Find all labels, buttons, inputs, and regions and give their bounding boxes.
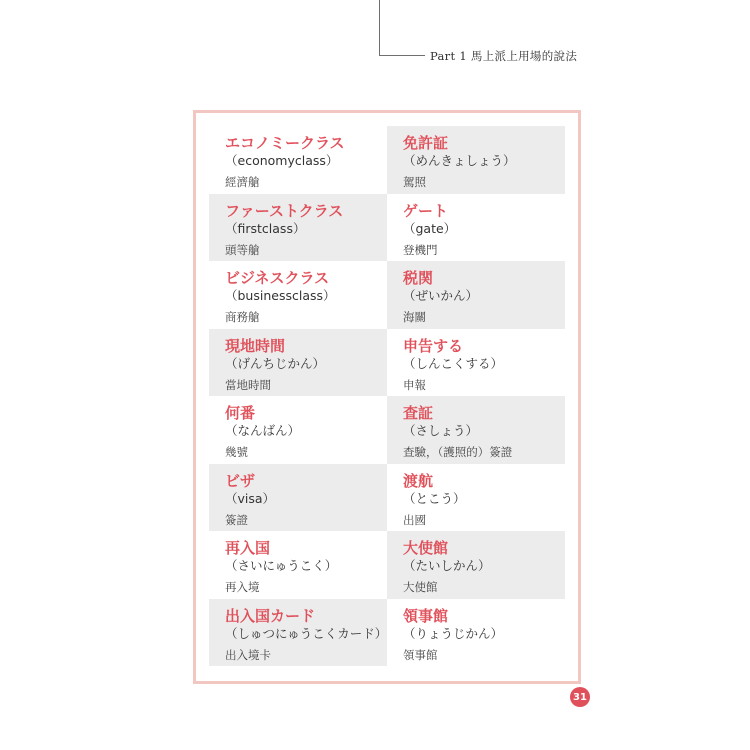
vocab-entry (387, 194, 565, 262)
vocab-term: 現地時間 (225, 336, 286, 355)
vocab-entry (209, 194, 387, 262)
vocab-reading: （さしょう） (403, 423, 479, 438)
vocab-term: 再入国 (225, 539, 271, 557)
vocab-entry (387, 261, 565, 329)
vocab-term: 免許証 (403, 134, 449, 152)
vocab-entry (209, 329, 387, 397)
vocab-entry (209, 261, 387, 329)
vocab-meaning: 當地時間 (225, 377, 271, 392)
vocab-entry (387, 396, 565, 464)
vocab-reading: （さいにゅうこく） (225, 558, 338, 573)
vocab-term: 出入国カード (225, 606, 316, 625)
vocab-reading: （visa） (225, 490, 276, 506)
vocab-reading: （たいしかん） (403, 558, 491, 573)
vocab-meaning: 登機門 (403, 242, 438, 257)
page-number-badge: 31 (570, 687, 590, 707)
vocab-term: ビジネスクラス (225, 269, 330, 287)
vocab-term: エコノミークラス (225, 134, 345, 152)
vocab-reading: （なんばん） (225, 423, 301, 438)
header-horizontal-line (379, 55, 425, 56)
vocab-entry (209, 126, 387, 194)
vocab-term: ビザ (225, 471, 256, 490)
vocab-meaning: 領事館 (403, 647, 438, 662)
vocab-entry (387, 329, 565, 397)
vocab-meaning: 頭等艙 (225, 242, 260, 257)
vocab-meaning: 幾號 (225, 445, 248, 459)
vocab-entry (209, 396, 387, 464)
running-header: Part 1 馬上派上用場的說法 (430, 49, 578, 63)
vocab-entry (387, 599, 565, 667)
vocab-term: 渡航 (403, 471, 434, 490)
vocab-meaning: 再入境 (225, 580, 260, 594)
vocab-term: 税関 (403, 269, 434, 287)
vocab-meaning: 經濟艙 (225, 175, 260, 189)
vocab-reading: （とこう） (403, 490, 466, 506)
vocab-reading: （economyclass） (225, 153, 339, 168)
vocab-reading: （firstclass） (225, 220, 306, 236)
vocab-reading: （げんちじかん） (225, 355, 326, 371)
vocab-entry (209, 531, 387, 599)
vocab-meaning: 申報 (403, 377, 426, 392)
vocab-meaning: 簽證 (225, 512, 248, 527)
vocab-term: 何番 (225, 404, 256, 422)
vocab-entry (387, 531, 565, 599)
vocab-entry (387, 464, 565, 532)
vocab-term: ファーストクラス (225, 201, 344, 220)
vocab-meaning: 查驗，（護照的）簽證 (403, 445, 513, 459)
vocab-entry (209, 464, 387, 532)
vocab-box (193, 110, 581, 684)
vocab-meaning: 駕照 (403, 175, 426, 189)
vocab-reading: （しゅつにゅうこくカード） (225, 625, 388, 641)
vocab-term: 査証 (403, 404, 434, 422)
vocab-reading: （gate） (403, 220, 457, 236)
vocab-grid (209, 126, 565, 666)
vocab-meaning: 大使館 (403, 580, 438, 594)
vocab-reading: （しんこくする） (403, 355, 504, 371)
vocab-reading: （めんきょしょう） (403, 153, 516, 168)
vocab-entry (209, 599, 387, 667)
vocab-meaning: 海關 (403, 310, 426, 324)
header-vertical-line (379, 0, 380, 56)
vocab-meaning: 商務艙 (225, 310, 260, 324)
vocab-reading: （businessclass） (225, 288, 336, 303)
vocab-meaning: 出入境卡 (225, 647, 271, 662)
vocab-term: ゲート (403, 201, 449, 220)
vocab-reading: （ぜいかん） (403, 288, 479, 303)
vocab-term: 領事館 (403, 606, 449, 625)
vocab-reading: （りょうじかん） (403, 625, 504, 641)
vocab-meaning: 出國 (403, 512, 426, 527)
vocab-entry (387, 126, 565, 194)
vocab-term: 申告する (403, 336, 464, 355)
vocab-term: 大使館 (403, 539, 449, 557)
